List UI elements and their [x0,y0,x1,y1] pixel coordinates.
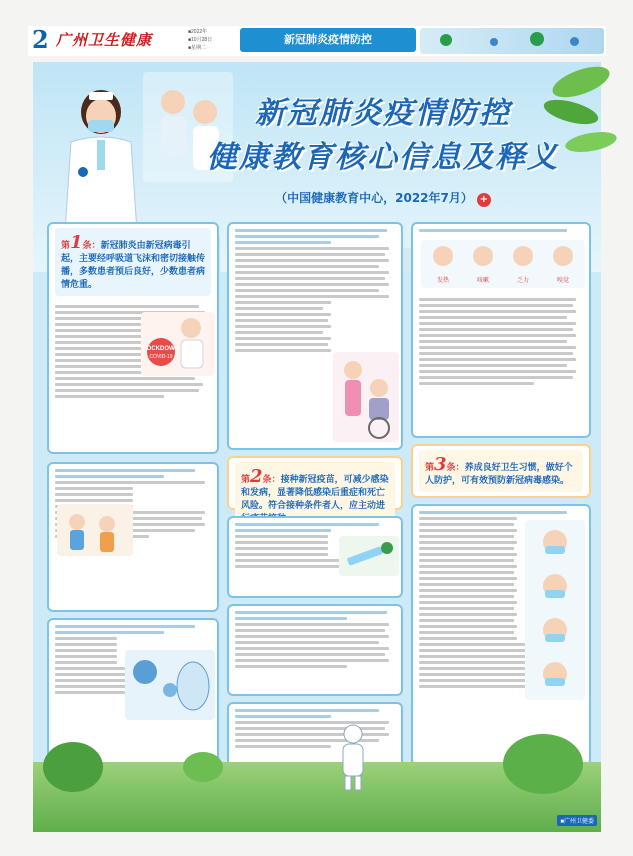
covid-label: COVID-19 [149,354,173,360]
callout-number: 3 [434,454,447,475]
article-middle-1-body [229,224,401,357]
article-1-callout [55,228,211,296]
meta-line: ■星期二 [188,45,207,51]
virus-icon [530,32,544,46]
poster [33,62,601,832]
virus-lungs-illustration [125,650,215,720]
article-2-panel [227,456,403,510]
meta-line: ■2022年 [188,29,208,35]
article-right-3-panel [411,504,591,766]
section-title: 新冠肺炎疫情防控 [240,28,416,52]
callout-prefix: 第 [61,241,71,251]
article-3-callout [419,450,583,492]
lockdown-illustration [141,312,215,376]
article-left-2-panel [47,462,219,612]
callout-prefix: 第 [241,475,251,485]
article-1-panel [47,222,219,454]
callout-suffix: 条： [82,241,101,251]
issue-meta [188,28,212,52]
virus-icon [490,38,498,46]
masthead [28,26,606,56]
article-right-1-body [413,224,589,237]
article-middle-4-body [229,606,401,673]
vaccine-syringe-illustration [339,536,399,576]
hazmat-worker-illustration [333,722,373,792]
title-line-2: 健康教育核心信息及释义 [207,140,559,175]
poster-subtitle [183,190,583,207]
symptoms-illustration [421,240,585,288]
article-middle-3-panel [227,516,403,598]
meta-line: ■10月28日 [188,37,213,43]
symptom-label: 乏力 [516,277,530,284]
article-3-panel [411,444,591,498]
red-cross-icon: + [477,193,491,207]
tree-decoration [43,742,103,792]
page-number: 2 [32,25,49,54]
callout-suffix: 条： [446,463,465,473]
tree-decoration [503,734,583,794]
grass-ground [33,762,601,832]
children-illustration [57,504,133,556]
symptom-label: 咳嗽 [476,277,490,284]
nurse-illustration [53,82,149,232]
tree-decoration [183,752,223,782]
symptom-label: 发热 [436,277,450,284]
callout-suffix: 条： [262,475,281,485]
callout-text: 新冠肺炎由新冠病毒引起，主要经呼吸道飞沫和密切接触传播，多数患者预后良好，少数患者病情危重。 [61,241,206,290]
article-right-1-panel [411,222,591,438]
callout-text: 接种新冠疫苗，可减少感染和发病，显著降低感染后重症和死亡风险。符合接种条件者人，应主动进 [241,475,389,511]
paper-name: 广州卫生健康 [56,31,153,49]
callout-number: 2 [250,466,263,487]
article-middle-5-body [229,704,401,753]
masthead-virus-decoration [420,28,604,54]
virus-icon [570,37,579,46]
article-middle-4-panel [227,604,403,696]
title-line-1: 新冠肺炎疫情防控 [255,96,511,131]
callout-text: 养成良好卫生习惯，做好个人防护，可有效预防新冠病毒感染。 [425,463,573,486]
article-right-1-text [413,293,589,390]
article-middle-1-panel [227,222,403,450]
elderly-care-illustration [333,352,399,442]
masked-faces-illustration [525,520,585,700]
subtitle-text: （中国健康教育中心，2022年7月） [275,191,473,205]
footer-tag: ■广州卫健委 [557,815,597,826]
symptom-label: 嗅觉 [556,277,570,284]
virus-icon [440,34,452,46]
callout-number: 1 [70,232,83,253]
callout-prefix: 第 [425,463,435,473]
lockdown-label: LOCKDOWN [143,346,179,352]
